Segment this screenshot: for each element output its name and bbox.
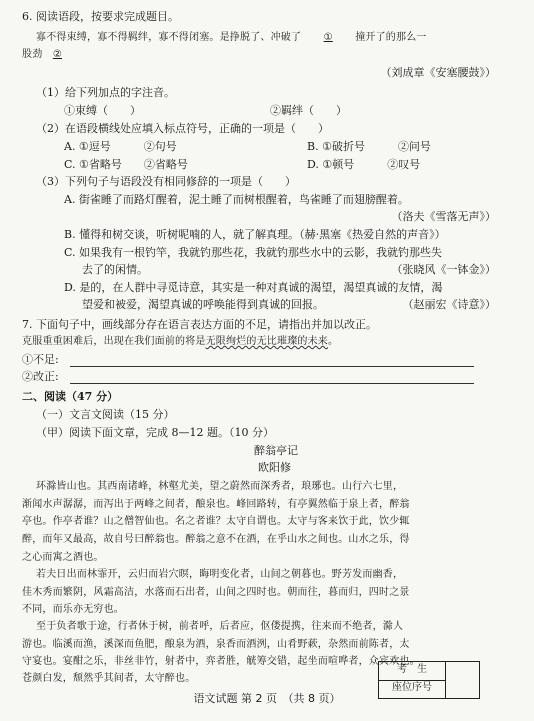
seat-label-examinee: 考 生	[397, 664, 427, 675]
section2-part1: （一）文言文阅读（15 分）	[36, 408, 175, 421]
q6-sub1-label: （1）给下列加点的字注音。	[36, 86, 175, 99]
q6-sub3-option-a: A. 街雀睡了而路灯醒着，泥土睡了而树根醒着，鸟雀睡了而翅膀醒着。	[64, 193, 409, 206]
q6-passage-line1	[36, 31, 534, 45]
essay-line: 守宴也。宴酣之乐，非丝非竹，射者中，弈者胜，觥筹交错，起坐而喧哗者，众宾欢也。	[22, 656, 420, 667]
essay-line: 若夫日出而林霏开，云归而岩穴暝，晦明变化者，山间之朝暮也。野芳发而幽香，	[36, 569, 404, 580]
q6-passage-line2	[22, 48, 534, 62]
q6-sub3-label: （3）下列句子与语段没有相同修辞的一项是（ ）	[36, 175, 296, 188]
q6-source: （刘成章《安塞腰鼓》）	[380, 66, 496, 79]
page-footer: 语文试题 第 2 页 （共 8 页）	[193, 692, 341, 705]
essay-line: 至于负者歌于途，行者休于树，前者呼，后者应，伛偻提携，往来而不绝者，滁人	[36, 621, 404, 632]
q6-blank1: ①	[323, 32, 333, 43]
q6-sub3-option-c-source: （张晓风《一钵金》）	[391, 263, 496, 276]
q7-fault-answer-line[interactable]	[70, 366, 474, 367]
q6-sub1-a: ①束缚（ ）	[64, 104, 141, 117]
essay-author: 欧阳修	[258, 461, 291, 474]
q7-title: 7. 下面句子中，画线部分存在语言表达方面的不足，请指出并加以改正。	[22, 318, 377, 331]
essay-line: 不同，而乐亦无穷也。	[22, 604, 124, 615]
essay-title: 醉翁亭记	[254, 444, 298, 457]
q7-fix-label: ②改正:	[22, 370, 59, 383]
essay-line: 醉，而年又最高，故自号曰醉翁也。醉翁之意不在酒，在乎山水之间也。山水之乐，得	[22, 534, 410, 545]
q7-sentence	[22, 335, 534, 349]
q7-sentence-post: 。	[328, 336, 339, 347]
q7-sentence-pre: 克服重重困难后，出现在我们面前的将是	[22, 336, 206, 347]
section2-title: 二、阅读（47 分）	[22, 390, 119, 403]
q6-sub2-option-c: C. ①省略号 ②省略号	[64, 158, 188, 171]
q7-fix-answer-line[interactable]	[70, 383, 474, 384]
q6-sub1-b: ②羁绊（ ）	[270, 104, 347, 117]
q7-sentence-underlined: 无限绚烂的无比璀璨的未来	[205, 336, 329, 347]
q6-sub2-option-b: B. ①破折号 ②问号	[307, 140, 431, 153]
q6-sub3-option-c-cont: 去了的闲情。	[82, 263, 148, 276]
q6-sub3-option-c: C. 如果我有一根钓竿，我就钓那些花，我就钓那些水中的云影，我就钓那些失	[64, 246, 443, 259]
essay-line: 环滁皆山也。其西南诸峰，林壑尤美，望之蔚然而深秀者，琅琊也。山行六七里，	[36, 481, 404, 492]
q6-title: 6. 阅读语段，按要求完成题目。	[22, 10, 179, 23]
essay-line: 佳木秀而繁阴，风霜高洁，水落而石出者，山间之四时也。朝而往，暮而归，四时之景	[22, 587, 410, 598]
q6-passage-part3: 股劲	[22, 49, 43, 60]
q6-sub2-label: （2）在语段横线处应填入标点符号，正确的一项是（ ）	[36, 122, 329, 135]
q6-blank2: ②	[52, 49, 62, 60]
section2-part1a: （甲）阅读下面文章，完成 8—12 题。（10 分）	[36, 426, 274, 439]
q6-passage-part2: 撞开了的那么一	[355, 32, 427, 43]
essay-line: 亭也。作亭者谁？山之僧智仙也。名之者谁？太守自谓也。太守与客来饮于此，饮少辄	[22, 516, 410, 527]
essay-line: 渐闻水声潺潺，而泻出于两峰之间者，酿泉也。峰回路转，有亭翼然临于泉上者，醉翁	[22, 499, 410, 510]
q6-sub3-option-d: D. 是的，在人群中寻觅诗意，其实是一种对真诚的渴望，渴望真诚的友情，渴	[64, 281, 443, 294]
essay-line: 之心而寓之酒也。	[22, 552, 104, 563]
q7-fault-label: ①不足:	[22, 353, 59, 366]
q6-sub3-option-d-source: （赵丽宏《诗意》）	[402, 298, 496, 311]
seat-label-number: 座位序号	[379, 680, 445, 695]
q6-sub3-option-d-cont: 望爱和被爱，渴望真诚的呼唤能得到真诚的回报。	[82, 298, 324, 311]
q6-sub2-option-a: A. ①逗号 ②句号	[64, 140, 177, 153]
q6-sub3-option-a-source: （洛夫《雪落无声》）	[391, 210, 496, 223]
q6-sub3-option-b: B. 懂得和树交谈，听树呢喃的人，就了解真理。（赫·黑塞《热爱自然的声音》）	[64, 228, 446, 241]
essay-line: 游也。临溪而渔，溪深而鱼肥，酿泉为酒，泉香而酒洌，山肴野蔌，杂然而前陈者，太	[22, 639, 410, 650]
essay-line: 苍颜白发，颓然乎其间者，太守醉也。	[22, 673, 196, 684]
q6-passage-part1: 寡不得束缚，寡不得羁绊，寡不得闭塞。是挣脱了、冲破了	[36, 32, 302, 43]
q6-sub2-option-d: D. ①顿号 ②叹号	[307, 158, 421, 171]
